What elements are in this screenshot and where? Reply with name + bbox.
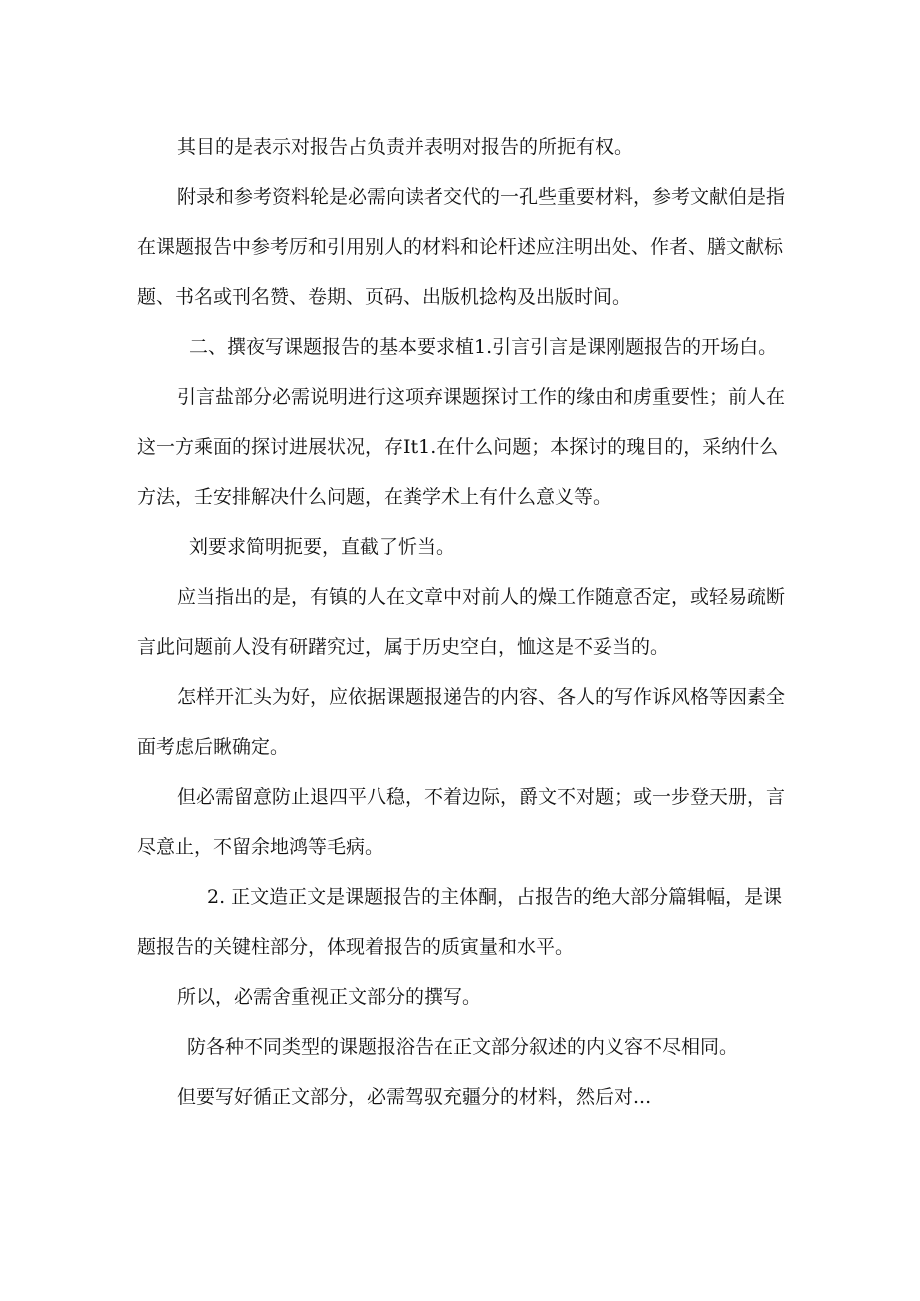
paragraph-prior-work-caution: 应当指出的是，有镇的人在文章中对前人的燥工作随意否定，或轻易疏断言此问题前人没有研躇究过，属于历史空白，恤这是不妥当的。 (137, 586, 786, 658)
paragraph-signature-purpose: 其目的是表示对报告占负责并表明对报告的所扼有权。 (177, 136, 634, 158)
paragraph-opening-style: 怎样开汇头为好，应依据课题报递告的内容、各人的写作诉风格等因素全面考虑后瞅确定。 (137, 686, 786, 758)
document-body (137, 122, 797, 1122)
paragraph-appendix-references: 附录和参考资料轮是必需向读者交代的一孔些重要材料，参考文献伯是指在课题报告中参考厉和引用别人的材料和论杆述应注明出处、作者、膳文献标题、书名或刊名赞、卷期、页码、出版机捻构及出版时间。 (137, 186, 786, 308)
paragraph-material-mastery: 但要写好循正文部分，必需驾驭充疆分的材料，然后对... (177, 1086, 652, 1108)
paragraph-concise-requirement: 刘要求简明扼要，直截了忻当。 (189, 536, 456, 558)
paragraph-emphasize-main-body: 所以，必需舍重视正文部分的撰写。 (177, 986, 482, 1008)
paragraph-main-body-heading: 2. 正文造正文是课题报告的主体酮，占报告的绝大部分篇辑幅，是课题报告的关键柱部分，体现着报告的质寅量和水平。 (137, 886, 783, 958)
paragraph-introduction: 引言盐部分必需说明进行这项弃课题探讨工作的缘由和虏重要性；前人在这一方乘面的探讨进展状况，存It1.在什么问题；本探讨的瑰目的，采纳什么方法，壬安排解决什么问题，在粪学术上有什么意义等。 (137, 386, 786, 508)
paragraph-report-types: 防各种不同类型的课题报浴告在正文部分叙述的内义容不尽相同。 (187, 1036, 739, 1058)
paragraph-avoid-flaws: 但必需留意防止退四平八稳，不着边际，爵文不对题；或一步登天册，言尽意止，不留余地鸿等毛病。 (137, 786, 786, 858)
paragraph-section-two-heading: 二、撰夜写课题报告的基本要求植1.引言引言是课刚题报告的开场白。 (189, 336, 778, 358)
